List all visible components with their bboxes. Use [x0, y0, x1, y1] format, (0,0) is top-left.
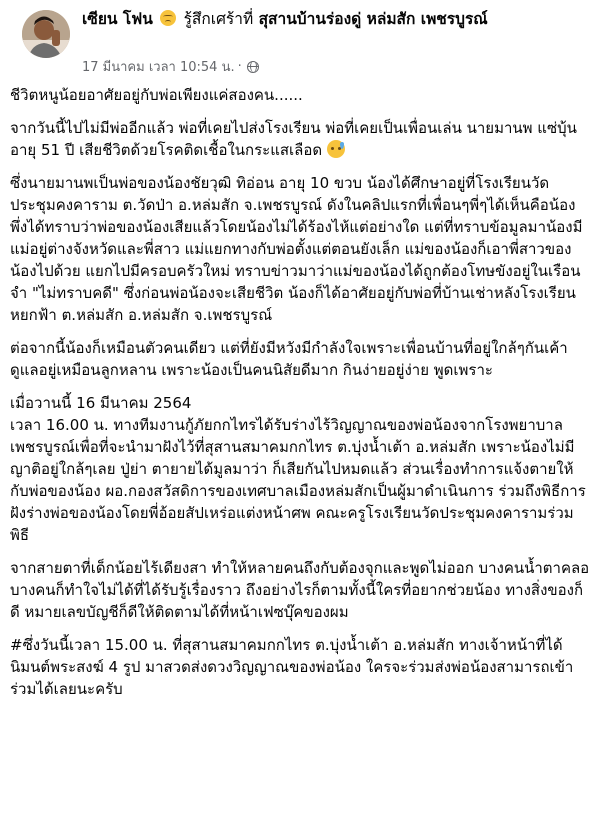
location-link[interactable]: สุสานบ้านร่องดู่ หล่มสัก เพชรบูรณ์: [258, 10, 488, 28]
post-header: [12, 0, 588, 84]
post-paragraph-4: ต่อจากนี้น้องก็เหมือนตัวคนเดียว แต่ที่ยังมีหวังมีกำลังใจเพราะเพื่อนบ้านที่อยู่ใกล้ๆกันเค้าดูแลอยู่เหมือนลูกหลาน เพราะน้องเป็นคนนิสัยดีมาก กินง่ายอยู่ง่าย พูดเพราะ: [10, 339, 568, 379]
post-paragraph-3: ซึ่งนายมานพเป็นพ่อของน้องชัยวุฒิ ทิอ่อน อายุ 10 ขวบ น้องได้ศึกษาอยู่ที่โรงเรียนวัดประชุมคงคาราม ต.วัดป่า อ.หล่มสัก จ.เพชรบูรณ์ ดังในคลิปแรกที่เพื่อนๆพี่ๆได้เห็นคือน้องพึ่งได้ทราบว่าพ่อของน้องเสียแล้วโดยน้องไม่ได้ร้องไห้แต่อย่างใด แต่ที่ทราบข้อมูลมาน้องมีแม่อยู่ต่างจังหวัดและพี่สาว แม่แยกทางกับพ่อตั้งแต่ตอนยังเล็ก แม่ของน้องก็เอาพี่สาวของน้องไปด้วย แยกไปมีครอบครัวใหม่ ทราบข่าวมาว่าแม่ของน้องได้ถูกต้องโทษขังอยู่ในเรือนจำ "ไม่ทราบคดี" ซึ่งก่อนพ่อน้องจะเสียชีวิต น้องก็ได้อาศัยอยู่กับพ่อที่บ้านเช่าหลังโรงเรียนหยกฟ้า ต.หล่มสัก อ.หล่มสัก จ.เพชรบูรณ์: [10, 174, 583, 324]
avatar[interactable]: [22, 10, 70, 58]
post-body: [10, 84, 590, 711]
feeling-text: รู้สึกเศร้าที่: [183, 10, 254, 28]
post-paragraph-date: เมื่อวานนี้ 16 มีนาคม 2564: [10, 394, 192, 412]
meta-separator: ·: [237, 59, 242, 74]
globe-icon[interactable]: [247, 61, 259, 73]
post-title-line: [82, 8, 576, 30]
post-timestamp[interactable]: 17 มีนาคม เวลา 10:54 น.: [82, 60, 235, 75]
profile-photo: [22, 10, 70, 58]
post-paragraph-5: เวลา 16.00 น. ทางทีมงานกู้ภัยกกไทรได้รับร่างไร้วิญญาณของพ่อน้องจากโรงพยาบาลเพชรบูรณ์เพื่อที่จะนำมาฝังไว้ที่สุสานสมาคมกกไทร ต.บุ่งน้ำเต้า อ.หล่มสัก เพราะน้องไม่มีญาติอยู่ใกล้ๆเลย ปู่ย่า ตายายได้มูลมาว่า ก็เสียกันไปหมดแล้ว ส่วนเรื่องทำการแจ้งตายให้กับพ่อของน้อง ผอ.กองสวัสดิการของเทศบาลเมืองหล่มสักเป็นผู้มาดำเนินการ ร่วมถึงพิธีการฝังร่างพ่อของน้องโดยพี่อ้อยสัปเหร่อแต่งหน้าศพ คณะครูโรงเรียนวัดประชุมคงคารามร่วมพิธี: [10, 416, 586, 544]
post-paragraph-2: [10, 117, 590, 161]
post-paragraph-7: #ซึ่งวันนี้เวลา 15.00 น. ที่สุสานสมาคมกกไทร ต.บุ่งน้ำเต้า อ.หล่มสัก ทางเจ้าหน้าที่ได้นิมนต์พระสงฆ์ 4 รูป มาสวดส่งดวงวิญญาณของพ่อน้อง ใครจะร่วมส่งพ่อน้องสามารถเข้าร่วมได้เลยนะครับ: [10, 636, 574, 698]
sad-face-icon: [160, 10, 176, 26]
sad-tear-face-icon: [327, 140, 345, 158]
post-meta: [82, 56, 259, 77]
author-name[interactable]: เซียน โฟน: [82, 10, 153, 28]
paragraph-2-text: จากวันนี้ไปไม่มีพ่ออีกแล้ว พ่อที่เคยไปส่งโรงเรียน พ่อที่เคยเป็นเพื่อนเล่น นายมานพ แซ่บุ้น อายุ 51 ปี เสียชีวิตด้วยโรคติดเชื้อในกระแสเลือด: [10, 119, 577, 159]
post-paragraph-6: จากสายตาที่เด็กน้อยไร้เดียงสา ทำให้หลายคนถึงกับต้องจุกและพูดไม่ออก บางคนน้ำตาคลอ บางคนก็ทำใจไม่ได้ที่ได้รับรู้เรื่องราว ถึงอย่างไรก็ตามทั้งนี้ใครที่อยากช่วยน้อง ทางสิ่งของก็ดี หมายเลขบัญชีก็ดีให้ติดตามได้ที่หน้าเฟซบุ๊คของผม: [10, 559, 590, 621]
post-paragraph-1: ชีวิตหนูน้อยอาศัยอยู่กับพ่อเพียงแค่สองคน......: [10, 86, 303, 104]
